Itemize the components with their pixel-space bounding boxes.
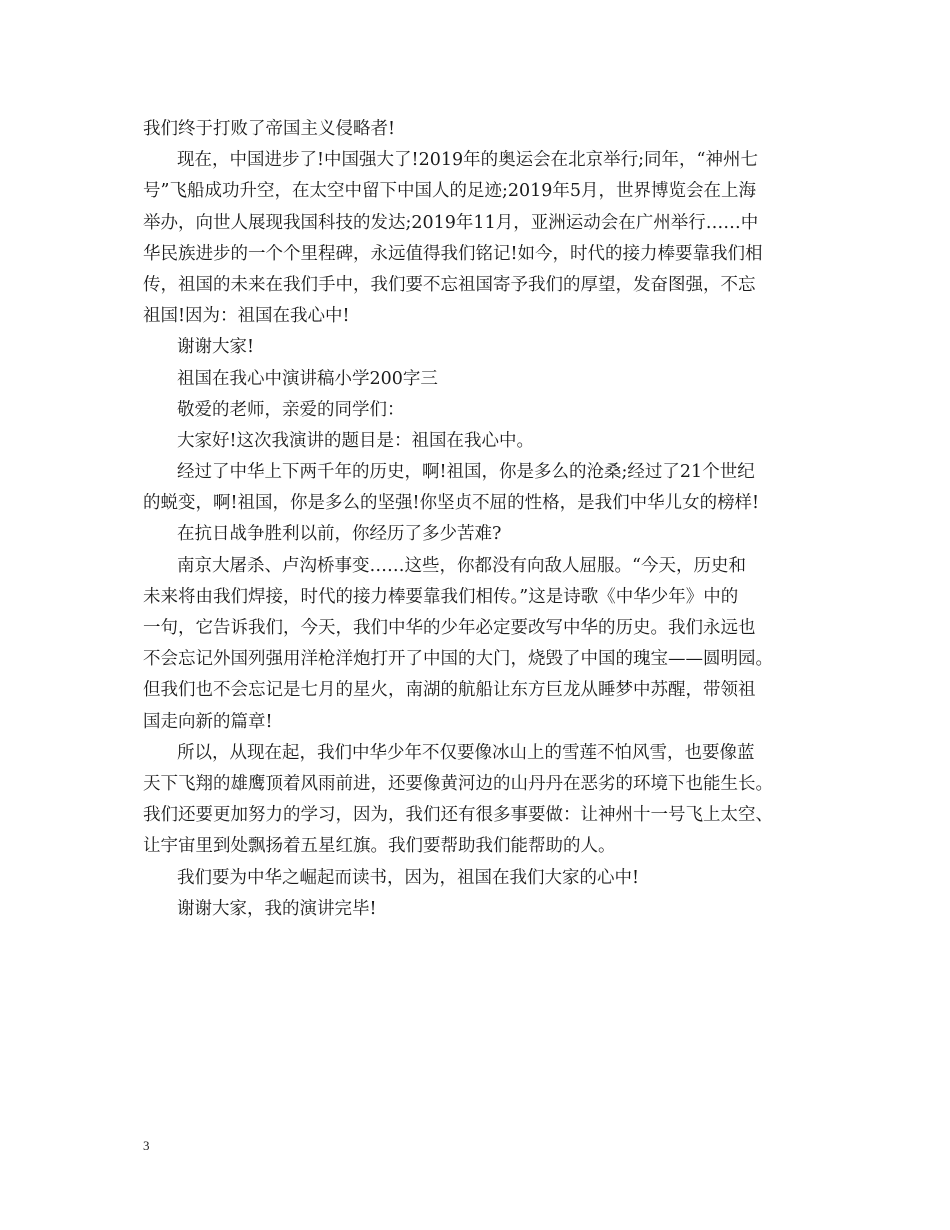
text-line: 未来将由我们焊接，时代的接力棒要靠我们相传。”这是诗歌《中华少年》中的 xyxy=(143,586,739,607)
section-heading: 祖国在我心中演讲稿小学200字三 xyxy=(177,368,438,389)
text-line: 所以，从现在起，我们中华少年不仅要像冰山上的雪莲不怕风雪，也要像蓝 xyxy=(177,742,755,763)
text-line: 国走向新的篇章! xyxy=(143,711,273,732)
text-line: 谢谢大家，我的演讲完毕! xyxy=(177,898,377,919)
text-line: 举办，向世人展现我国科技的发达;2019年11月，亚洲运动会在广州举行……中 xyxy=(143,212,759,233)
text-line: 天下飞翔的雄鹰顶着风雨前进，还要像黄河边的山丹丹在恶劣的环境下也能生长。 xyxy=(143,773,773,794)
text-line: 不会忘记外国列强用洋枪洋炮打开了中国的大门，烧毁了中国的瑰宝——圆明园。 xyxy=(143,649,773,670)
text-line: 我们要为中华之崛起而读书，因为，祖国在我们大家的心中! xyxy=(177,867,640,888)
text-line: 华民族进步的一个个里程碑，永远值得我们铭记!如今，时代的接力棒要靠我们相 xyxy=(143,243,763,264)
text-line: 大家好!这次我演讲的题目是：祖国在我心中。 xyxy=(177,430,535,451)
text-line: 传，祖国的未来在我们手中，我们要不忘祖国寄予我们的厚望，发奋图强，不忘 xyxy=(143,274,756,295)
text-line: 在抗日战争胜利以前，你经历了多少苦难? xyxy=(177,524,502,545)
text-line: 让宇宙里到处飘扬着五星红旗。我们要帮助我们能帮助的人。 xyxy=(143,836,616,857)
text-line: 号”飞船成功升空，在太空中留下中国人的足迹;2019年5月，世界博览会在上海 xyxy=(143,181,757,202)
page-number: 3 xyxy=(143,1138,150,1153)
text-line: 敬爱的老师，亲爱的同学们： xyxy=(177,399,405,420)
text-line: 我们还要更加努力的学习，因为，我们还有很多事要做：让神州十一号飞上太空、 xyxy=(143,805,773,826)
text-line: 我们终于打败了帝国主义侵略者! xyxy=(143,119,396,139)
text-line: 南京大屠杀、卢沟桥事变……这些，你都没有向敌人屈服。“今天，历史和 xyxy=(177,555,746,576)
text-line: 祖国!因为：祖国在我心中! xyxy=(143,306,350,327)
text-line: 现在，中国进步了!中国强大了!2019年的奥运会在北京举行;同年，“神州七 xyxy=(177,150,758,171)
text-line: 的蜕变，啊!祖国，你是多么的坚强!你坚贞不屈的性格，是我们中华儿女的榜样! xyxy=(143,493,760,514)
document-body xyxy=(143,114,811,925)
text-line: 经过了中华上下两千年的历史，啊!祖国，你是多么的沧桑;经过了21个世纪 xyxy=(177,462,755,483)
text-line: 谢谢大家! xyxy=(177,337,255,358)
text-line: 一句，它告诉我们，今天，我们中华的少年必定要改写中华的历史。我们永远也 xyxy=(143,618,756,638)
text-line: 但我们也不会忘记是七月的星火，南湖的航船让东方巨龙从睡梦中苏醒，带领祖 xyxy=(143,680,756,701)
